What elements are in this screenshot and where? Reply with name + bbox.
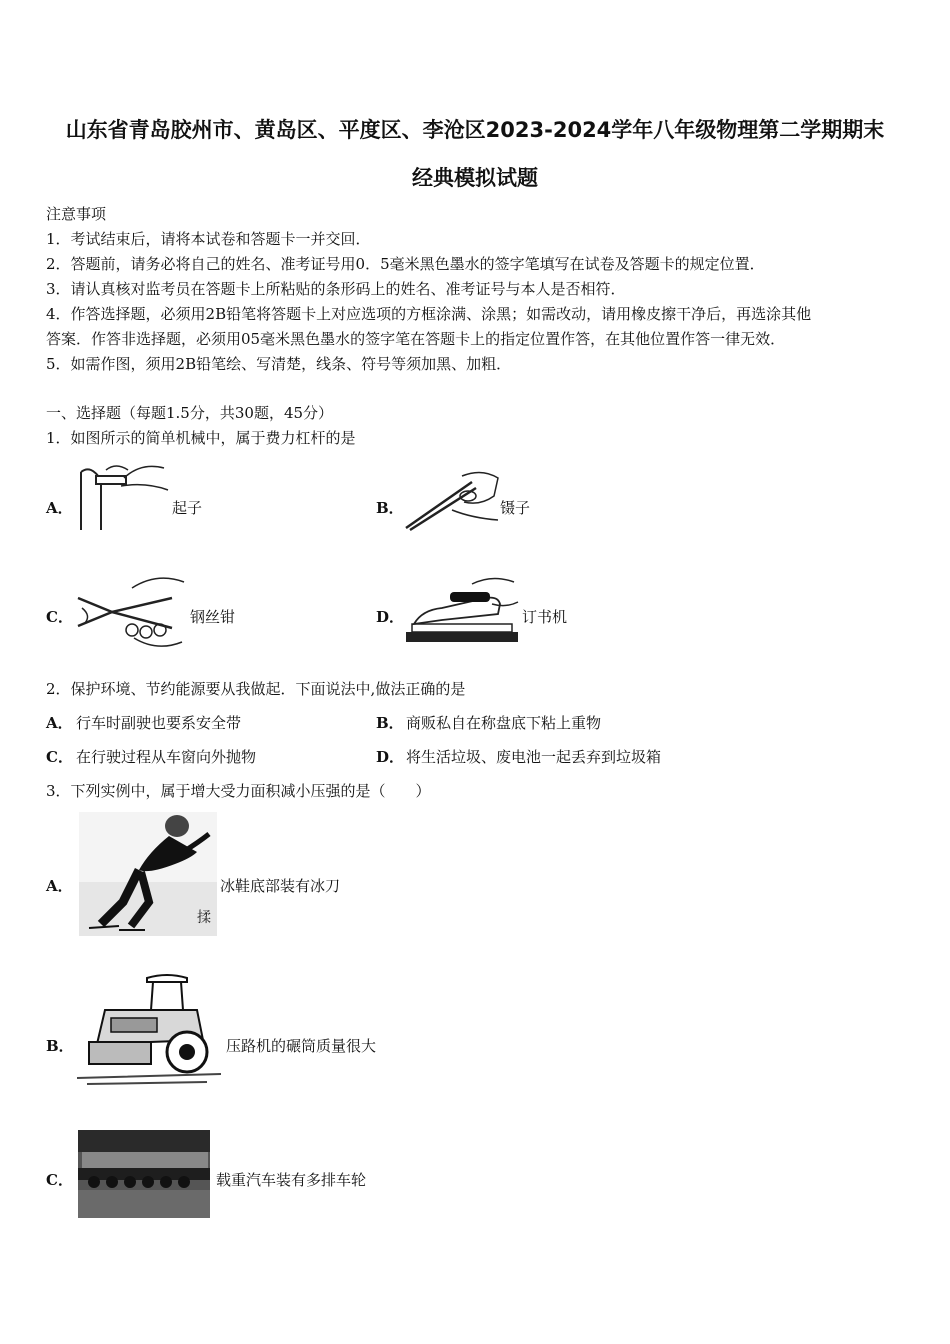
- notice-item: 答案．作答非选择题，必须用05毫米黑色墨水的签字笔在答题卡上的指定位置作答，在其他位置作答一律无效．: [46, 330, 786, 348]
- q2-option-c-letter: C．: [46, 748, 73, 766]
- exam-title-line1: 山东省青岛胶州市、黄岛区、平度区、李沧区2023-2024学年八年级物理第二学期期末: [65, 118, 885, 142]
- q3-option-c-letter: C．: [46, 1171, 73, 1189]
- wire-pliers-illustration: [72, 568, 190, 652]
- skater-photo: [79, 812, 217, 936]
- question-1-stem: 1．如图所示的简单机械中，属于费力杠杆的是: [46, 429, 356, 447]
- q3-option-a-letter: A．: [46, 877, 73, 895]
- svg-text:揉: 揉: [197, 910, 211, 926]
- q2-option-d-letter: D．: [376, 748, 405, 766]
- q3-option-a-text: 冰鞋底部装有冰刀: [220, 877, 341, 895]
- q1-option-d-letter: D．: [376, 608, 405, 626]
- exam-title-line2: 经典模拟试题: [412, 166, 538, 190]
- notice-item: 2．答题前，请务必将自己的姓名、准考证号用0．5毫米黑色墨水的签字笔填写在试卷及答题卡的规定位置．: [46, 255, 765, 273]
- q1-option-d-text: 订书机: [522, 608, 568, 626]
- notice-item: 1．考试结束后，请将本试卷和答题卡一并交回．: [46, 230, 371, 248]
- tweezers-illustration: [402, 466, 502, 532]
- road-roller-illustration: [77, 970, 221, 1088]
- notice-item: 4．作答选择题，必须用2B铅笔将答题卡上对应选项的方框涂满、涂黑；如需改动，请用橡皮擦干净后，再选涂其他: [46, 305, 812, 323]
- heavy-truck-photo: [78, 1130, 210, 1218]
- question-3-stem: 3．下列实例中，属于增大受力面积减小压强的是（ ）: [46, 782, 431, 800]
- section-heading: 一、选择题（每题1.5分，共30题，45分）: [46, 404, 334, 422]
- q1-option-b-text: 镊子: [500, 499, 531, 517]
- bottle-opener-illustration: [76, 460, 171, 532]
- q2-option-c-text: 在行驶过程从车窗向外抛物: [76, 748, 257, 766]
- question-2-stem: 2．保护环境、节约能源要从我做起．下面说法中,做法正确的是: [46, 680, 466, 698]
- notice-item: 3．请认真核对监考员在答题卡上所粘贴的条形码上的姓名、准考证号与本人是否相符．: [46, 280, 626, 298]
- q1-option-c-text: 钢丝钳: [190, 608, 236, 626]
- q2-option-b-letter: B．: [376, 714, 404, 732]
- q2-option-d-text: 将生活垃圾、废电池一起丢弃到垃圾箱: [406, 748, 662, 766]
- notice-heading: 注意事项: [46, 205, 107, 223]
- q2-option-b-text: 商贩私自在称盘底下粘上重物: [406, 714, 602, 732]
- q3-option-c-text: 载重汽车装有多排车轮: [216, 1171, 367, 1189]
- q1-option-a-text: 起子: [172, 499, 203, 517]
- notice-item: 5．如需作图，须用2B铅笔绘、写清楚，线条、符号等须加黑、加粗．: [46, 355, 512, 373]
- q2-option-a-text: 行车时副驶也要系安全带: [76, 714, 242, 732]
- stapler-illustration: [402, 574, 522, 650]
- q2-option-a-letter: A．: [46, 714, 73, 732]
- q1-option-a-letter: A．: [46, 499, 73, 517]
- q1-option-c-letter: C．: [46, 608, 73, 626]
- q1-option-b-letter: B．: [376, 499, 404, 517]
- q3-option-b-text: 压路机的碾筒质量很大: [226, 1037, 377, 1055]
- q3-option-b-letter: B．: [46, 1037, 74, 1055]
